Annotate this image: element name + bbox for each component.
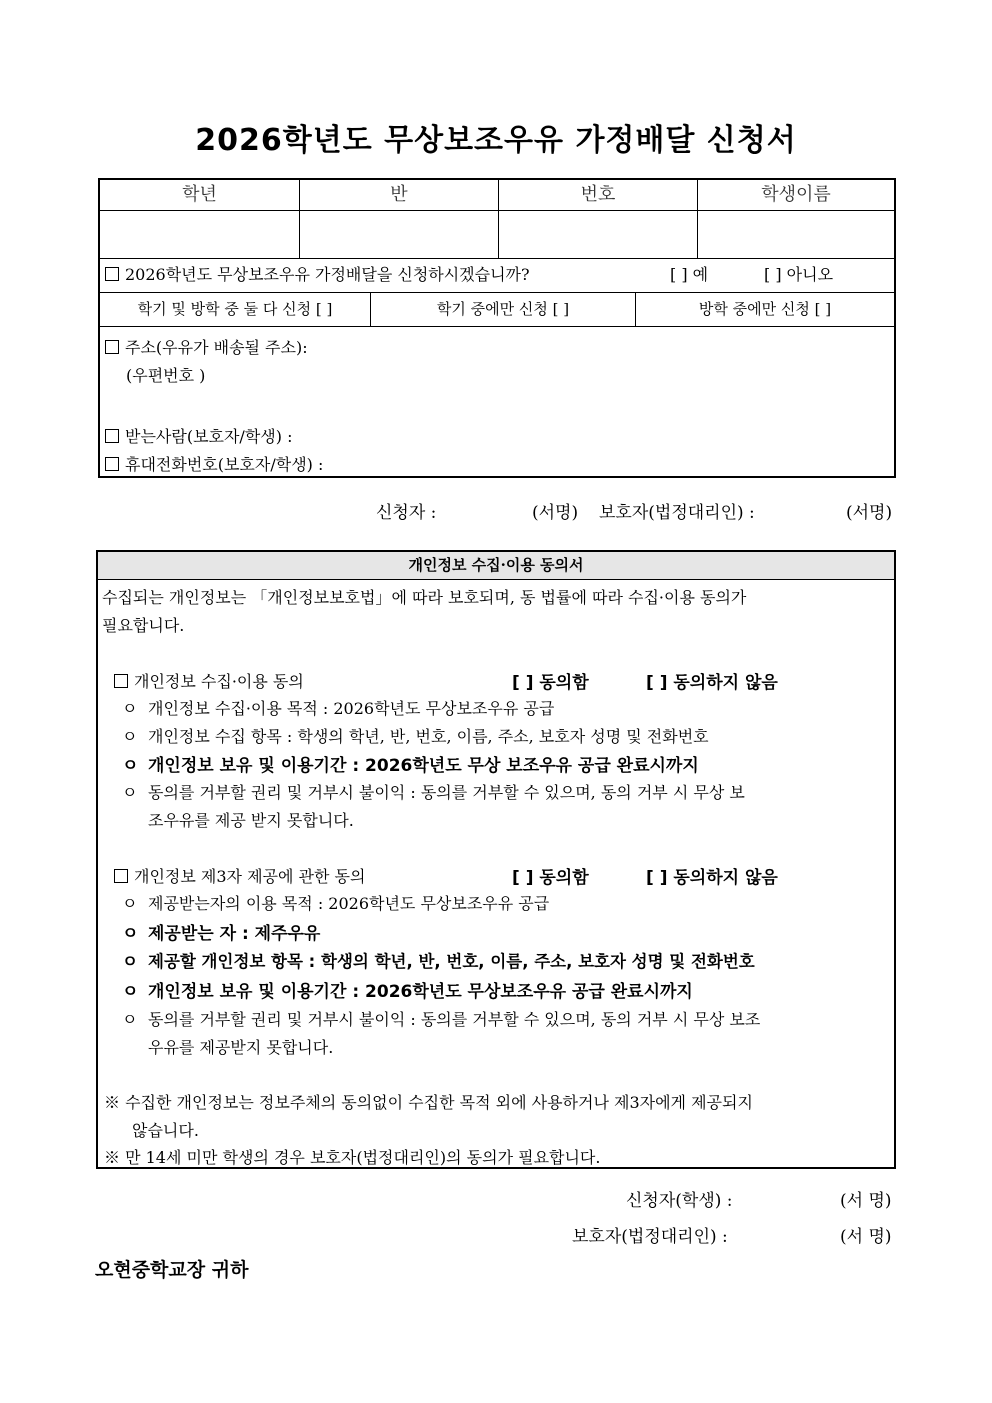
consent-intro-line2: 필요합니다. — [102, 616, 185, 635]
header-student-name: 학생이름 — [761, 184, 831, 205]
consent-heading: 개인정보 수집·이용 동의서 — [98, 552, 894, 580]
collect-agree-option[interactable]: [ ] 동의함 — [512, 673, 589, 693]
form-header-row — [100, 180, 894, 211]
list-item: ㅇ 제공할 개인정보 항목 : 학생의 학년, 반, 번호, 이름, 주소, 보호자 성명 및 전화번호 — [122, 952, 755, 971]
form-input-row — [100, 210, 894, 259]
list-item: ㅇ 개인정보 보유 및 이용기간 : 2026학년도 무상보조우유 공급 완료시까지 — [122, 982, 693, 1002]
apply-question-row — [100, 258, 894, 293]
student-name-field[interactable] — [698, 210, 894, 258]
list-item: ㅇ 동의를 거부할 권리 및 거부시 불이익 : 동의를 거부할 수 있으며, 동의 거부 시 무상 보조 — [122, 1010, 761, 1029]
list-item: ㅇ 개인정보 보유 및 이용기간 : 2026학년도 무상 보조우유 공급 완료시까지 — [122, 756, 699, 776]
guardian-label: 보호자(법정대리인) : — [599, 503, 755, 523]
application-form — [98, 178, 896, 478]
phone-label: 휴대전화번호(보호자/학생) : — [125, 455, 324, 474]
no-option[interactable]: [ ] 아니오 — [764, 265, 834, 284]
list-item: ㅇ 개인정보 수집 항목 : 학생의 학년, 반, 번호, 이름, 주소, 보호자 성명 및 전화번호 — [122, 727, 709, 746]
option-semester[interactable]: 학기 중에만 신청 [ ] — [371, 292, 636, 326]
address-checkbox[interactable] — [105, 340, 119, 354]
header-grade: 학년 — [100, 180, 300, 210]
student-sign[interactable]: (서 명) — [840, 1191, 892, 1211]
recipient-checkbox[interactable] — [105, 429, 119, 443]
applicant-sign[interactable]: (서명) — [532, 503, 579, 523]
number-field[interactable] — [499, 210, 698, 258]
collect-consent-checkbox[interactable] — [114, 674, 128, 688]
privacy-consent-box — [96, 550, 896, 1169]
consent-intro-line1: 수집되는 개인정보는 「개인정보보호법」에 따라 보호되며, 동 법률에 따라 수집·이용 동의가 — [102, 588, 747, 607]
collect-consent-label: 개인정보 수집·이용 동의 — [134, 672, 304, 691]
period-options-row — [100, 292, 894, 327]
note-line2: 않습니다. — [132, 1121, 199, 1140]
option-both[interactable]: 학기 및 방학 중 둘 다 신청 [ ] — [100, 292, 371, 326]
student-applicant-label: 신청자(학생) : — [626, 1191, 733, 1211]
list-item: ㅇ 제공받는 자 : 제주우유 — [122, 924, 321, 944]
guardian2-sign[interactable]: (서 명) — [840, 1227, 892, 1247]
note-line1: ※ 수집한 개인정보는 정보주체의 동의없이 수집한 목적 외에 사용하거나 제3자에게 제공되지 — [104, 1093, 753, 1112]
apply-question: 2026학년도 무상보조우유 가정배달을 신청하시겠습니까? — [125, 265, 530, 284]
guardian-sign[interactable]: (서명) — [846, 503, 893, 523]
yes-option[interactable]: [ ] 예 — [670, 265, 709, 284]
guardian2-label: 보호자(법정대리인) : — [572, 1227, 728, 1247]
recipient-label: 받는사람(보호자/학생) : — [125, 427, 293, 446]
option-vacation[interactable]: 방학 중에만 신청 [ ] — [698, 300, 832, 318]
class-field[interactable] — [300, 210, 499, 258]
addressee: 오현중학교장 귀하 — [95, 1259, 249, 1281]
third-party-consent-checkbox[interactable] — [114, 869, 128, 883]
list-item-continuation: 우유를 제공받지 못합니다. — [148, 1038, 334, 1057]
header-class: 반 — [300, 180, 499, 210]
applicant-label: 신청자 : — [376, 503, 437, 523]
page-title: 2026학년도 무상보조우유 가정배달 신청서 — [195, 123, 797, 158]
grade-field[interactable] — [100, 210, 300, 258]
header-number: 번호 — [499, 180, 698, 210]
question-checkbox[interactable] — [105, 267, 119, 281]
third-party-agree-option[interactable]: [ ] 동의함 — [512, 868, 589, 888]
postcode-field[interactable]: (우편번호 ) — [126, 366, 206, 385]
list-item: ㅇ 제공받는자의 이용 목적 : 2026학년도 무상보조우유 공급 — [122, 894, 550, 913]
list-item: ㅇ 동의를 거부할 권리 및 거부시 불이익 : 동의를 거부할 수 있으며, 동의 거부 시 무상 보 — [122, 783, 745, 802]
address-label: 주소(우유가 배송될 주소): — [125, 338, 308, 357]
phone-checkbox[interactable] — [105, 457, 119, 471]
list-item: ㅇ 개인정보 수집·이용 목적 : 2026학년도 무상보조우유 공급 — [122, 699, 555, 718]
collect-disagree-option[interactable]: [ ] 동의하지 않음 — [646, 673, 778, 693]
list-item-continuation: 조우유를 제공 받지 못합니다. — [148, 811, 354, 830]
third-party-consent-label: 개인정보 제3자 제공에 관한 동의 — [134, 867, 366, 886]
third-party-disagree-option[interactable]: [ ] 동의하지 않음 — [646, 868, 778, 888]
note-line3: ※ 만 14세 미만 학생의 경우 보호자(법정대리인)의 동의가 필요합니다. — [104, 1148, 601, 1167]
